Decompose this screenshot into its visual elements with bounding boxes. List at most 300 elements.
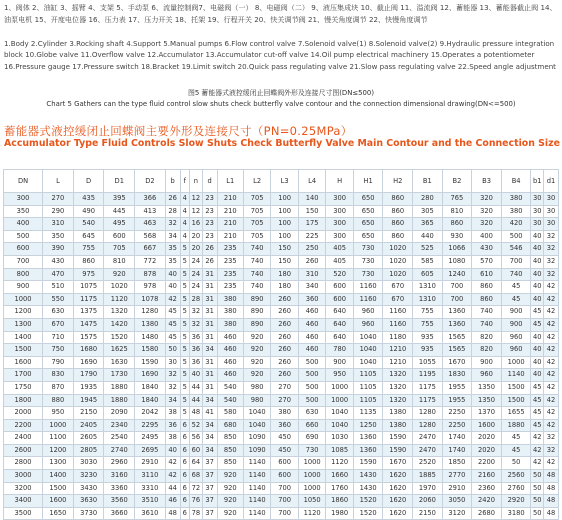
table-cell: 935 — [413, 331, 443, 344]
caption-chinese: 图5 蓄能器式液控缓闭止回蝶阀外形及连接尺寸图(DN≤500) — [187, 89, 375, 97]
table-cell: 1175 — [413, 381, 443, 394]
table-title-chinese: 蓄能器式液控缓闭止回蝶阀主要外形及连接尺寸（PN=0.25MPa） — [4, 124, 353, 138]
table-cell: 260 — [298, 255, 325, 268]
table-row — [4, 268, 559, 281]
figure-caption — [0, 88, 562, 109]
table-cell: 920 — [243, 369, 270, 382]
table-row — [4, 344, 559, 357]
table-cell: 2740 — [104, 444, 135, 457]
table-row — [4, 230, 559, 243]
table-cell: 175 — [298, 218, 325, 231]
table-cell: 1935 — [73, 381, 104, 394]
table-row — [4, 306, 559, 319]
table-cell: 1160 — [353, 281, 383, 294]
table-cell: 2805 — [73, 444, 104, 457]
table-cell: 4 — [180, 218, 190, 231]
table-cell: 380 — [217, 293, 243, 306]
table-cell: 30 — [165, 356, 180, 369]
table-cell: 6 — [180, 444, 190, 457]
table-cell: 3560 — [104, 495, 135, 508]
table-cell: 150 — [298, 205, 325, 218]
table-cell: 100 — [271, 193, 298, 206]
table-cell: 850 — [217, 457, 243, 470]
table-cell: 36 — [165, 419, 180, 432]
table-cell: 23 — [202, 218, 217, 231]
table-cell: 860 — [383, 205, 413, 218]
table-cell: 42 — [544, 381, 559, 394]
table-cell: 1020 — [383, 255, 413, 268]
table-cell: 570 — [472, 255, 502, 268]
table-cell: 460 — [217, 331, 243, 344]
table-cell: 445 — [104, 205, 135, 218]
table-cell: 920 — [243, 356, 270, 369]
table-cell: 48 — [544, 470, 559, 483]
table-cell: 463 — [135, 218, 166, 231]
table-cell: 2470 — [413, 432, 443, 445]
table-cell: 950 — [326, 369, 353, 382]
table-cell: 920 — [243, 331, 270, 344]
table-cell: 12 — [190, 205, 203, 218]
table-cell: 755 — [413, 306, 443, 319]
table-cell: 960 — [353, 318, 383, 331]
table-cell: 1375 — [73, 306, 104, 319]
table-cell: 1300 — [43, 457, 74, 470]
table-cell: 150 — [271, 243, 298, 256]
table-cell: 40 — [531, 369, 544, 382]
table-cell: 45 — [531, 419, 544, 432]
table-cell: 2405 — [73, 419, 104, 432]
table-cell: 280 — [413, 193, 443, 206]
table-cell: 38 — [165, 407, 180, 420]
table-cell: 23 — [202, 205, 217, 218]
table-cell: 48 — [544, 495, 559, 508]
table-cell: 420 — [501, 218, 531, 231]
table-cell: 20 — [190, 243, 203, 256]
table-cell: 540 — [217, 394, 243, 407]
column-header: L — [43, 170, 74, 193]
table-cell: 40 — [165, 281, 180, 294]
table-cell: 32 — [544, 268, 559, 281]
table-cell: 40 — [531, 255, 544, 268]
table-cell: 650 — [353, 193, 383, 206]
table-cell: 24 — [190, 255, 203, 268]
table-cell: 290 — [43, 205, 74, 218]
table-cell: 37 — [202, 457, 217, 470]
table-cell: 2560 — [501, 470, 531, 483]
table-cell: 520 — [326, 268, 353, 281]
table-cell: 1160 — [383, 318, 413, 331]
table-cell: 3180 — [501, 507, 531, 520]
table-cell: 1105 — [353, 381, 383, 394]
table-cell: 610 — [472, 268, 502, 281]
table-cell: 40 — [531, 293, 544, 306]
table-row — [4, 356, 559, 369]
table-cell: 1565 — [442, 344, 472, 357]
table-cell: 1380 — [383, 419, 413, 432]
table-cell: 37 — [202, 470, 217, 483]
table-cell: 6 — [180, 432, 190, 445]
table-cell: 45 — [501, 281, 531, 294]
table-row — [4, 470, 559, 483]
table-cell: 31 — [202, 318, 217, 331]
table-cell: 765 — [442, 193, 472, 206]
table-cell: 1160 — [383, 306, 413, 319]
table-cell: 540 — [73, 218, 104, 231]
table-cell: 670 — [383, 281, 413, 294]
table-cell: 5 — [180, 293, 190, 306]
column-header: b1 — [531, 170, 544, 193]
table-cell: 250 — [298, 243, 325, 256]
table-cell: 380 — [271, 407, 298, 420]
table-cell: 235 — [217, 255, 243, 268]
table-cell: 380 — [217, 306, 243, 319]
table-cell: 180 — [271, 268, 298, 281]
table-cell: 975 — [73, 268, 104, 281]
table-cell: 405 — [326, 243, 353, 256]
caption-english: Chart 5 Gathers can the type fluid control slow shuts check butterfly valve contour and the connection dimensional drawing(DN<=500) — [46, 99, 516, 108]
column-header: D — [73, 170, 104, 193]
table-cell: 980 — [243, 394, 270, 407]
table-cell: 48 — [544, 507, 559, 520]
table-cell: 395 — [104, 193, 135, 206]
table-cell: 400 — [472, 230, 502, 243]
table-cell: 435 — [73, 193, 104, 206]
table-cell: 860 — [383, 218, 413, 231]
column-header: H2 — [383, 170, 413, 193]
table-cell: 1520 — [353, 495, 383, 508]
table-cell: 1840 — [135, 394, 166, 407]
table-cell: 100 — [271, 205, 298, 218]
table-cell: 305 — [413, 205, 443, 218]
table-cell: 32 — [165, 381, 180, 394]
table-cell: 920 — [217, 507, 243, 520]
table-cell: 2770 — [442, 470, 472, 483]
table-cell: 28 — [165, 205, 180, 218]
table-cell: 1175 — [73, 293, 104, 306]
table-cell: 37 — [202, 495, 217, 508]
table-cell: 660 — [298, 419, 325, 432]
table-cell: 1600 — [472, 419, 502, 432]
table-cell: 710 — [43, 331, 74, 344]
table-cell: 1000 — [298, 470, 325, 483]
table-cell: 2360 — [472, 482, 502, 495]
table-cell: 3500 — [4, 507, 43, 520]
table-cell: 1590 — [353, 457, 383, 470]
table-cell: 600 — [4, 243, 43, 256]
table-cell: 1055 — [413, 356, 443, 369]
table-cell: 1350 — [472, 381, 502, 394]
table-cell: 5 — [180, 356, 190, 369]
table-cell: 730 — [353, 268, 383, 281]
table-cell: 44 — [165, 482, 180, 495]
table-cell: 1020 — [383, 243, 413, 256]
table-cell: 1250 — [353, 419, 383, 432]
table-cell: 1080 — [442, 255, 472, 268]
table-cell: 860 — [442, 218, 472, 231]
table-cell: 50 — [531, 482, 544, 495]
table-cell: 440 — [413, 230, 443, 243]
table-cell: 2920 — [501, 495, 531, 508]
table-cell: 2680 — [472, 507, 502, 520]
table-cell: 1945 — [73, 394, 104, 407]
table-cell: 38 — [165, 432, 180, 445]
table-cell: 1000 — [326, 381, 353, 394]
table-cell: 2960 — [104, 457, 135, 470]
table-cell: 460 — [298, 318, 325, 331]
table-cell: 32 — [190, 306, 203, 319]
table-cell: 1040 — [353, 331, 383, 344]
table-cell: 32 — [544, 230, 559, 243]
table-cell: 690 — [298, 432, 325, 445]
table-cell: 2000 — [4, 407, 43, 420]
table-cell: 2695 — [135, 444, 166, 457]
table-cell: 45 — [501, 432, 531, 445]
table-cell: 34 — [202, 394, 217, 407]
table-cell: 31 — [202, 306, 217, 319]
table-cell: 460 — [217, 356, 243, 369]
table-cell: 310 — [43, 218, 74, 231]
table-cell: 1740 — [442, 432, 472, 445]
table-cell: 1040 — [326, 419, 353, 432]
table-cell: 860 — [383, 193, 413, 206]
table-cell: 1650 — [43, 507, 74, 520]
table-cell: 1140 — [243, 495, 270, 508]
table-cell: 37 — [202, 507, 217, 520]
table-cell: 76 — [190, 495, 203, 508]
table-cell: 450 — [271, 444, 298, 457]
table-cell: 3050 — [442, 495, 472, 508]
table-cell: 1740 — [442, 444, 472, 457]
table-cell: 2910 — [442, 482, 472, 495]
table-cell: 1590 — [135, 356, 166, 369]
table-cell: 5 — [180, 318, 190, 331]
table-cell: 31 — [202, 331, 217, 344]
table-cell: 30 — [544, 205, 559, 218]
table-cell: 1630 — [104, 356, 135, 369]
table-cell: 820 — [472, 344, 502, 357]
table-cell: 930 — [442, 230, 472, 243]
table-cell: 1360 — [353, 432, 383, 445]
table-cell: 5 — [180, 344, 190, 357]
table-cell: 5 — [180, 381, 190, 394]
column-header: f — [180, 170, 190, 193]
table-cell: 2020 — [472, 444, 502, 457]
table-cell: 260 — [271, 293, 298, 306]
table-cell: 413 — [135, 205, 166, 218]
table-cell: 64 — [190, 457, 203, 470]
table-cell: 31 — [202, 293, 217, 306]
table-cell: 390 — [43, 243, 74, 256]
table-cell: 495 — [104, 218, 135, 231]
table-cell: 650 — [353, 230, 383, 243]
table-cell: 460 — [217, 344, 243, 357]
table-cell: 430 — [472, 243, 502, 256]
table-cell: 1590 — [383, 432, 413, 445]
table-row — [4, 205, 559, 218]
table-cell: 1210 — [383, 344, 413, 357]
table-cell: 1370 — [472, 407, 502, 420]
table-cell: 5 — [180, 306, 190, 319]
column-header: DN — [4, 170, 43, 193]
table-cell: 3230 — [73, 470, 104, 483]
table-cell: 31 — [202, 356, 217, 369]
table-cell: 750 — [43, 344, 74, 357]
table-cell: 56 — [190, 432, 203, 445]
table-cell: 1040 — [243, 419, 270, 432]
table-cell: 2200 — [472, 457, 502, 470]
table-cell: 42 — [544, 281, 559, 294]
table-cell: 140 — [298, 193, 325, 206]
table-cell: 2150 — [413, 507, 443, 520]
table-row — [4, 193, 559, 206]
table-row — [4, 419, 559, 432]
table-cell: 34 — [202, 419, 217, 432]
column-header: n — [190, 170, 203, 193]
table-cell: 40 — [531, 230, 544, 243]
table-cell: 1140 — [243, 507, 270, 520]
table-cell: 880 — [43, 394, 74, 407]
table-cell: 1210 — [383, 356, 413, 369]
table-cell: 270 — [43, 193, 74, 206]
table-cell: 45 — [531, 394, 544, 407]
table-cell: 1050 — [298, 495, 325, 508]
table-cell: 1690 — [73, 356, 104, 369]
table-cell: 1500 — [501, 381, 531, 394]
table-cell: 100 — [271, 218, 298, 231]
table-cell: 3430 — [73, 482, 104, 495]
table-cell: 400 — [4, 218, 43, 231]
table-cell: 850 — [217, 432, 243, 445]
table-cell: 1565 — [442, 331, 472, 344]
table-cell: 1700 — [4, 369, 43, 382]
table-cell: 1620 — [383, 482, 413, 495]
table-row — [4, 432, 559, 445]
table-cell: 35 — [165, 255, 180, 268]
table-cell: 2600 — [4, 444, 43, 457]
table-cell: 42 — [544, 318, 559, 331]
table-cell: 3360 — [104, 482, 135, 495]
table-row — [4, 331, 559, 344]
table-cell: 2150 — [73, 407, 104, 420]
table-cell: 310 — [298, 268, 325, 281]
table-cell: 1760 — [326, 482, 353, 495]
table-cell: 1955 — [442, 381, 472, 394]
table-cell: 1320 — [383, 381, 413, 394]
table-cell: 1575 — [73, 331, 104, 344]
table-cell: 705 — [243, 193, 270, 206]
table-cell: 405 — [326, 255, 353, 268]
table-cell: 45 — [531, 407, 544, 420]
table-cell: 50 — [531, 507, 544, 520]
table-cell: 1000 — [326, 394, 353, 407]
table-cell: 640 — [326, 306, 353, 319]
table-cell: 640 — [326, 331, 353, 344]
table-cell: 1140 — [501, 369, 531, 382]
table-cell: 860 — [472, 293, 502, 306]
table-cell: 1000 — [501, 356, 531, 369]
legend-chinese: 1、阀体 2、油缸 3、摇臂 4、支架 5、手动泵 6、流量控制阀7、电磁阀（一） 8、电磁阀（二） 9、液压集成块 10、截止阀 11、溢流阀 12、蓄能器 13、蓄能器截止阀 14、油泵电机 15、开度电位器 16、压力表 17、压力开关 18、托架 19、行程开关 20、快关调节阀 21、慢关角度调节 22、快慢角度调节 — [4, 3, 557, 25]
table-row — [4, 243, 559, 256]
table-cell: 28 — [190, 293, 203, 306]
table-cell: 1730 — [104, 369, 135, 382]
table-cell: 300 — [326, 218, 353, 231]
table-cell: 23 — [202, 193, 217, 206]
table-cell: 500 — [298, 369, 325, 382]
table-cell: 150 — [271, 255, 298, 268]
table-cell: 500 — [501, 230, 531, 243]
table-cell: 1955 — [442, 394, 472, 407]
table-cell: 3400 — [4, 495, 43, 508]
table-cell: 1140 — [243, 482, 270, 495]
column-header: d1 — [544, 170, 559, 193]
table-cell: 1520 — [104, 331, 135, 344]
table-cell: 1120 — [326, 457, 353, 470]
table-cell: 30 — [544, 193, 559, 206]
table-cell: 26 — [165, 193, 180, 206]
table-cell: 320 — [472, 193, 502, 206]
table-cell: 6 — [180, 457, 190, 470]
table-cell: 350 — [4, 205, 43, 218]
table-cell: 26 — [202, 243, 217, 256]
table-cell: 650 — [353, 218, 383, 231]
table-cell: 920 — [217, 495, 243, 508]
table-cell: 1830 — [442, 369, 472, 382]
table-cell: 42 — [165, 470, 180, 483]
table-cell: 460 — [298, 331, 325, 344]
table-cell: 700 — [271, 482, 298, 495]
table-cell: 30 — [544, 218, 559, 231]
table-cell: 1580 — [135, 344, 166, 357]
table-cell: 670 — [383, 293, 413, 306]
table-cell: 730 — [298, 444, 325, 457]
table-cell: 3730 — [73, 507, 104, 520]
table-cell: 890 — [243, 306, 270, 319]
table-cell: 4 — [180, 205, 190, 218]
table-cell: 790 — [43, 356, 74, 369]
column-header: B3 — [472, 170, 502, 193]
table-cell: 568 — [135, 230, 166, 243]
table-cell: 1800 — [4, 394, 43, 407]
table-cell: 1970 — [413, 482, 443, 495]
table-cell: 1590 — [383, 444, 413, 457]
table-cell: 1000 — [4, 293, 43, 306]
table-cell: 45 — [501, 444, 531, 457]
table-cell: 580 — [217, 407, 243, 420]
table-cell: 2420 — [472, 495, 502, 508]
table-cell: 32 — [544, 432, 559, 445]
table-cell: 225 — [298, 230, 325, 243]
column-header: L2 — [243, 170, 270, 193]
table-cell: 960 — [501, 331, 531, 344]
table-cell: 2400 — [4, 432, 43, 445]
table-cell: 2800 — [4, 457, 43, 470]
table-cell: 270 — [271, 381, 298, 394]
column-header: H1 — [353, 170, 383, 193]
table-cell: 45 — [165, 306, 180, 319]
table-cell: 900 — [472, 356, 502, 369]
table-cell: 1670 — [383, 457, 413, 470]
table-cell: 45 — [531, 306, 544, 319]
column-header: B2 — [442, 170, 472, 193]
table-cell: 6 — [180, 495, 190, 508]
table-cell: 2540 — [104, 432, 135, 445]
table-cell: 46 — [165, 495, 180, 508]
table-cell: 42 — [544, 419, 559, 432]
table-row — [4, 407, 559, 420]
table-cell: 500 — [298, 356, 325, 369]
table-cell: 3610 — [135, 507, 166, 520]
table-cell: 12 — [190, 193, 203, 206]
